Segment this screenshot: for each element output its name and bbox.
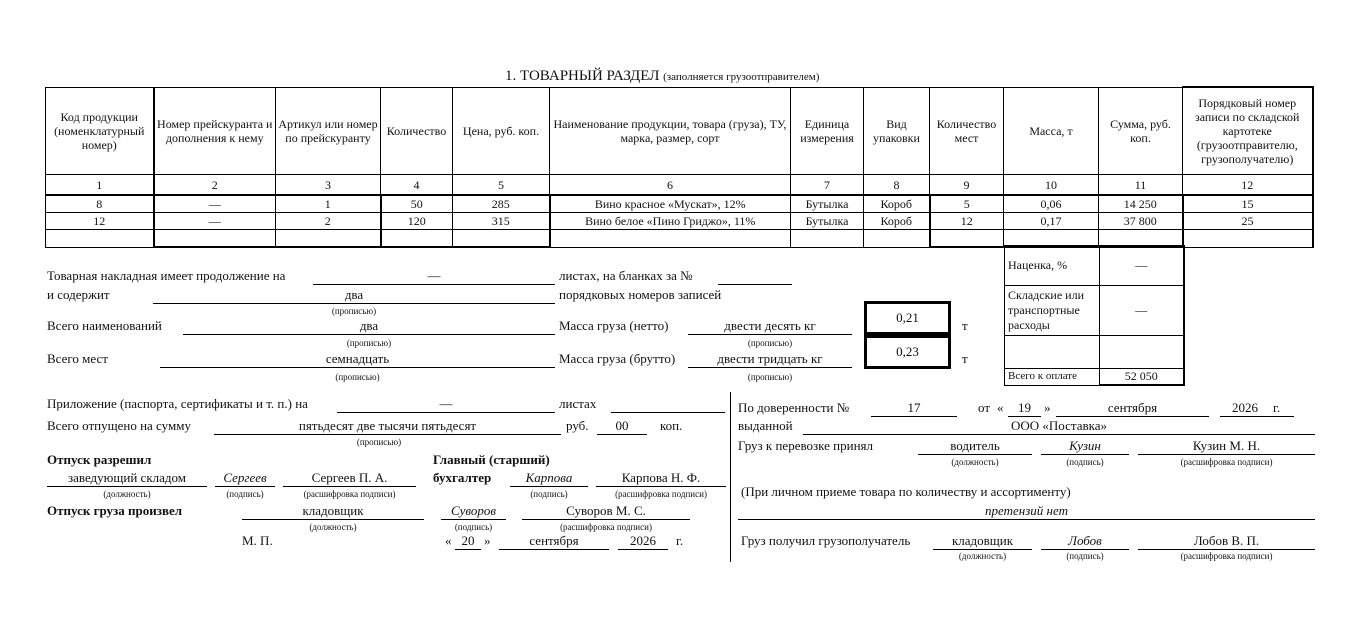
proxy-label: По доверенности № [738, 400, 850, 415]
table-cell [791, 230, 864, 248]
table-cell [381, 230, 453, 248]
table-cell: 1 [276, 195, 381, 213]
accepted-name-line [1138, 454, 1315, 455]
table-cell: Вино белое «Пино Гриджо», 11% [550, 213, 791, 230]
received-name: Лобов В. П. [1193, 533, 1260, 548]
table-cell: 0,06 [1004, 195, 1099, 213]
stamp-place: М. П. [242, 533, 273, 548]
caption-sign: (подпись) [226, 489, 264, 499]
net-mass-box: 0,21 [864, 301, 951, 335]
number-cell: 4 [381, 175, 453, 196]
caption-words: (прописью) [356, 437, 402, 447]
blank-number-line [718, 284, 792, 285]
header-cell: Порядковый номер записи по складской картотеке (грузоотправителю, грузополучателю) [1183, 87, 1313, 175]
table-cell: 50 [381, 195, 453, 213]
caption-decode: (расшифровка подписи) [1180, 551, 1273, 561]
gross-unit: т [962, 351, 968, 366]
number-cell: 9 [930, 175, 1004, 196]
total-places-value: семнадцать [325, 351, 390, 366]
chief-label-2: бухгалтер [433, 470, 492, 485]
total-places-line [160, 367, 555, 368]
produced-sign: Суворов [450, 503, 497, 518]
header-cell: Количество [381, 87, 453, 175]
section-subtitle: (заполняется грузоотправителем) [663, 71, 820, 83]
table-cell: 8 [46, 195, 154, 213]
table-cell: 37 800 [1099, 213, 1183, 230]
proxy-date-year: 2026 [1232, 400, 1258, 415]
total-names-label: Всего наименований [47, 318, 162, 333]
table-cell: 0,17 [1004, 213, 1099, 230]
claims-line [738, 519, 1315, 520]
blank-row [1005, 336, 1184, 369]
accepted-position-line [918, 454, 1032, 455]
gross-words: двести тридцать кг [717, 351, 823, 366]
table-header-row [46, 87, 1313, 175]
attachment-value: — [439, 396, 453, 411]
continuation-value: — [427, 268, 441, 283]
caption-sign: (подпись) [1066, 551, 1104, 561]
table-cell [46, 230, 154, 248]
goods-table [45, 86, 1314, 248]
number-cell: 2 [154, 175, 276, 196]
table-cell: Короб [864, 213, 930, 230]
number-cell: 11 [1099, 175, 1183, 196]
attachment-line [337, 412, 555, 413]
attachment-label: Приложение (паспорта, сертификаты и т. п.) на [47, 396, 308, 411]
expenses-value: — [1100, 286, 1184, 336]
number-cell: 10 [1004, 175, 1099, 196]
total-places-label: Всего мест [47, 351, 108, 366]
table-cell: 120 [381, 213, 453, 230]
release-date-day: 20 [461, 533, 475, 548]
gross-mass-box: 0,23 [864, 335, 951, 369]
header-cell: Единица измерения [791, 87, 864, 175]
markup-label: Наценка, % [1005, 246, 1100, 286]
table-cell [864, 230, 930, 248]
section-title-text: 1. ТОВАРНЫЙ РАЗДЕЛ [505, 68, 660, 84]
proxy-month-line [1056, 416, 1209, 417]
net-words: двести десять кг [724, 318, 816, 333]
table-cell: — [154, 213, 276, 230]
issued-label: выданной [738, 418, 793, 433]
net-unit: т [962, 318, 968, 333]
proxy-date-day: 19 [1018, 400, 1031, 415]
proxy-year-line [1220, 416, 1294, 417]
total-value: 52 050 [1100, 369, 1184, 386]
total-row [1005, 369, 1184, 386]
net-mass-label: Масса груза (нетто) [559, 318, 669, 333]
sheets-label: листах, на бланках за № [559, 268, 693, 283]
table-cell [154, 230, 276, 248]
proxy-number-line [871, 416, 957, 417]
personal-note: (При личном приеме товара по количеству и ассортименту) [741, 484, 1071, 499]
produced-label: Отпуск груза произвел [47, 503, 183, 518]
proxy-number: 17 [907, 400, 921, 415]
gross-words-line [688, 367, 852, 368]
caption-words: (прописью) [331, 306, 377, 316]
received-label: Груз получил грузополучатель [741, 533, 911, 548]
section-title [505, 68, 819, 85]
markup-row [1005, 246, 1184, 286]
caption-words: (прописью) [747, 338, 793, 348]
released-sum-value: пятьдесят две тысячи пятьдесят [298, 418, 477, 433]
year-suffix: г. [676, 533, 684, 548]
header-cell: Количество мест [930, 87, 1004, 175]
kop-value: 00 [615, 418, 629, 433]
table-cell: 5 [930, 195, 1004, 213]
caption-decode: (расшифровка подписи) [615, 489, 707, 499]
table-cell: 12 [930, 213, 1004, 230]
caption-sign: (подпись) [1066, 457, 1104, 467]
rub-label: руб. [566, 418, 589, 433]
continuation-line [313, 284, 555, 285]
table-cell: 285 [453, 195, 550, 213]
released-sum-line [214, 434, 561, 435]
records-label: порядковых номеров записей [559, 287, 722, 302]
release-date-month: сентября [529, 533, 579, 548]
caption-position: (должность) [951, 457, 999, 467]
produced-position-line [242, 519, 424, 520]
contains-label: и содержит [47, 287, 110, 302]
header-cell: Цена, руб. коп. [453, 87, 550, 175]
expenses-label: Складские или транспортные расходы [1005, 286, 1100, 336]
table-row [46, 213, 1313, 230]
table-row [46, 195, 1313, 213]
caption-sign: (подпись) [454, 522, 493, 532]
received-position-line [933, 549, 1032, 550]
issued-line [803, 434, 1315, 435]
release-date-year: 2026 [630, 533, 656, 548]
caption-position: (должность) [103, 489, 151, 499]
table-cell: 14 250 [1099, 195, 1183, 213]
chief-label-1: Главный (старший) [433, 452, 550, 467]
accepted-position: водитель [950, 438, 1000, 453]
header-cell: Вид упаковки [864, 87, 930, 175]
continuation-label: Товарная накладная имеет продолжение на [47, 268, 286, 283]
proxy-date-close: » [1044, 400, 1051, 415]
allowed-position-line [47, 486, 207, 487]
proxy-year-suffix: г. [1273, 400, 1281, 415]
number-cell: 7 [791, 175, 864, 196]
accepted-sign-line [1041, 454, 1129, 455]
header-cell: Наименование продукции, товара (груза), ТУ, марка, размер, сорт [550, 87, 791, 175]
attachment-sheets-line [611, 412, 725, 413]
gross-mass-label: Масса груза (брутто) [559, 351, 676, 366]
blank-cell [1100, 336, 1184, 369]
net-words-line [688, 334, 852, 335]
contains-line [153, 303, 555, 304]
attachment-sheets: листах [559, 396, 597, 411]
date-open-quote: « [445, 533, 452, 548]
date-day-line [455, 549, 481, 550]
header-cell: Масса, т [1004, 87, 1099, 175]
table-cell: 315 [453, 213, 550, 230]
table-cell: Бутылка [791, 195, 864, 213]
header-cell: Артикул или номер по прейскуранту [276, 87, 381, 175]
chief-name-line [596, 486, 726, 487]
total-names-value: два [359, 318, 379, 333]
produced-name: Суворов М. С. [566, 503, 646, 518]
contains-value: два [344, 287, 364, 302]
side-totals-table [1004, 245, 1185, 386]
table-cell: — [154, 195, 276, 213]
proxy-day-line [1008, 416, 1041, 417]
accepted-name: Кузин М. Н. [1192, 438, 1261, 453]
caption-words: (прописью) [335, 372, 380, 382]
markup-value: — [1100, 246, 1184, 286]
proxy-date-month: сентября [1107, 400, 1158, 415]
total-names-line [183, 334, 555, 335]
table-cell: 25 [1183, 213, 1313, 230]
expenses-row [1005, 286, 1184, 336]
caption-words: (прописью) [346, 338, 392, 348]
date-month-line [499, 549, 609, 550]
header-cell: Сумма, руб. коп. [1099, 87, 1183, 175]
table-cell [550, 230, 791, 248]
number-cell: 8 [864, 175, 930, 196]
caption-sign: (подпись) [530, 489, 568, 499]
allowed-label: Отпуск разрешил [47, 452, 152, 467]
table-cell [453, 230, 550, 248]
proxy-from-label: от [978, 400, 991, 415]
allowed-sign-line [215, 486, 275, 487]
proxy-date-open: « [997, 400, 1004, 415]
caption-decode: (расшифровка подписи) [560, 522, 652, 532]
allowed-position: заведующий складом [67, 470, 186, 485]
received-name-line [1138, 549, 1315, 550]
table-cell: Короб [864, 195, 930, 213]
table-cell: 12 [46, 213, 154, 230]
number-cell: 6 [550, 175, 791, 196]
table-cell: 15 [1183, 195, 1313, 213]
number-cell: 12 [1183, 175, 1313, 196]
produced-sign-line [441, 519, 506, 520]
table-cell: 2 [276, 213, 381, 230]
chief-name: Карпова Н. Ф. [621, 470, 701, 485]
chief-sign: Карпова [525, 470, 573, 485]
allowed-name: Сергеев П. А. [311, 470, 388, 485]
kop-label: коп. [660, 418, 683, 433]
produced-position: кладовщик [302, 503, 364, 518]
date-year-line [618, 549, 668, 550]
issued-value: ООО «Поставка» [1010, 418, 1108, 433]
number-cell: 5 [453, 175, 550, 196]
claims-value: претензий нет [985, 503, 1068, 518]
date-close-quote: » [484, 533, 491, 548]
blank-cell [1005, 336, 1100, 369]
table-cell [1183, 230, 1313, 248]
number-cell: 3 [276, 175, 381, 196]
table-cell: Вино красное «Мускат», 12% [550, 195, 791, 213]
received-sign-line [1041, 549, 1129, 550]
header-cell: Номер прейскуранта и дополнения к нему [154, 87, 276, 175]
caption-words: (прописью) [747, 372, 793, 382]
caption-position: (должность) [958, 551, 1007, 561]
accepted-sign: Кузин [1069, 438, 1101, 453]
allowed-name-line [283, 486, 416, 487]
produced-name-line [522, 519, 690, 520]
received-position: кладовщик [951, 533, 1014, 548]
total-label: Всего к оплате [1005, 369, 1100, 386]
section-divider [730, 392, 731, 562]
received-sign: Лобов [1068, 533, 1102, 548]
accepted-label: Груз к перевозке принял [738, 438, 874, 453]
header-cell: Код продукции (номенклатурный номер) [46, 87, 154, 175]
chief-sign-line [510, 486, 588, 487]
table-cell [930, 230, 1004, 248]
table-number-row [46, 175, 1313, 196]
allowed-sign: Сергеев [223, 470, 267, 485]
number-cell: 1 [46, 175, 154, 196]
caption-position: (должность) [309, 522, 357, 532]
kop-line [597, 434, 647, 435]
table-cell: Бутылка [791, 213, 864, 230]
caption-decode: (расшифровка подписи) [1180, 457, 1273, 467]
caption-decode: (расшифровка подписи) [303, 489, 396, 499]
table-cell [276, 230, 381, 248]
released-sum-label: Всего отпущено на сумму [47, 418, 191, 433]
